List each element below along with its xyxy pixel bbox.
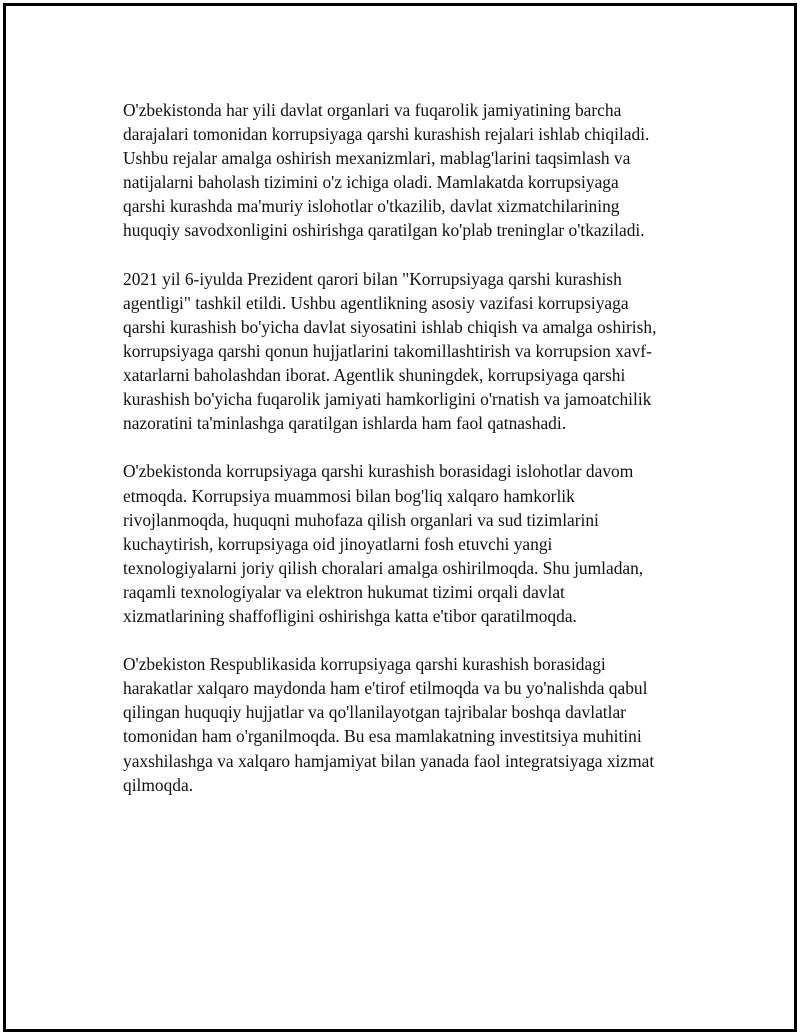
text-line: Ushbu rejalar amalga oshirish mexanizmlari, mablag'larini taqsimlash va [123, 148, 631, 169]
text-line: O'zbekistonda korrupsiyaga qarshi kurashish borasidagi islohotlar davom [123, 461, 634, 482]
text-line: xizmatlarining shaffofligini oshirishga katta e'tibor qaratilmoqda. [123, 605, 577, 626]
text-line: qarshi kurashish bo'yicha davlat siyosatini ishlab chiqish va amalga oshirish, [123, 316, 657, 337]
text-line: kuchaytirish, korrupsiyaga oid jinoyatlarni fosh etuvchi yangi [123, 533, 553, 554]
text-line: xatarlarni baholashdan iborat. Agentlik shuningdek, korrupsiyaga qarshi [123, 365, 626, 386]
text-line: qilmoqda. [123, 774, 194, 795]
text-line: nazoratini ta'minlashga qaratilgan ishlarda ham faol qatnashadi. [123, 413, 567, 434]
text-line: texnologiyalarni joriy qilish choralari amalga oshirilmoqda. Shu jumladan, [123, 557, 644, 578]
text-line: 2021 yil 6-iyulda Prezident qarori bilan "Korrupsiyaga qarshi kurashish [123, 268, 622, 289]
text-line: huquqiy savodxonligini oshirishga qaratilgan ko'plab treninglar o'tkaziladi. [123, 220, 645, 241]
text-line: agentligi" tashkil etildi. Ushbu agentlikning asosiy vazifasi korrupsiyaga [123, 292, 629, 313]
text-line: O'zbekiston Respublikasida korrupsiyaga qarshi kurashish borasidagi [123, 654, 606, 675]
paragraph-2 [123, 267, 703, 436]
paragraph-4 [123, 652, 703, 797]
text-line: korrupsiyaga qarshi qonun hujjatlarini takomillashtirish va korrupsion xavf- [123, 340, 652, 361]
text-line: yaxshilashga va xalqaro hamjamiyat bilan yanada faol integratsiyaga xizmat [123, 750, 655, 771]
paragraph-3 [123, 459, 703, 628]
text-line: O'zbekistonda har yili davlat organlari va fuqarolik jamiyatining barcha [123, 100, 622, 120]
paragraph-1 [123, 98, 703, 243]
text-line: etmoqda. Korrupsiya muammosi bilan bog'liq xalqaro hamkorlik [123, 485, 575, 506]
text-line: raqamli texnologiyalar va elektron hukumat tizimi orqali davlat [123, 581, 565, 602]
text-line: darajalari tomonidan korrupsiyaga qarshi kurashish rejalari ishlab chiqiladi. [123, 124, 650, 145]
text-line: kurashish bo'yicha fuqarolik jamiyati hamkorligini o'rnatish va jamoatchilik [123, 389, 652, 410]
text-line: tomonidan ham o'rganilmoqda. Bu esa mamlakatning investitsiya muhitini [123, 726, 642, 747]
text-line: qilingan huquqiy hujjatlar va qo'llanilayotgan tajribalar boshqa davlatlar [123, 702, 626, 723]
document-body [123, 98, 703, 821]
text-line: natijalarni baholash tizimini o'z ichiga oladi. Mamlakatda korrupsiyaga [123, 172, 619, 193]
text-line: rivojlanmoqda, huquqni muhofaza qilish organlari va sud tizimlarini [123, 509, 599, 530]
text-line: harakatlar xalqaro maydonda ham e'tirof etilmoqda va bu yo'nalishda qabul [123, 678, 648, 699]
page-frame [3, 3, 797, 1032]
text-line: qarshi kurashda ma'muriy islohotlar o'tkazilib, davlat xizmatchilarining [123, 196, 620, 217]
